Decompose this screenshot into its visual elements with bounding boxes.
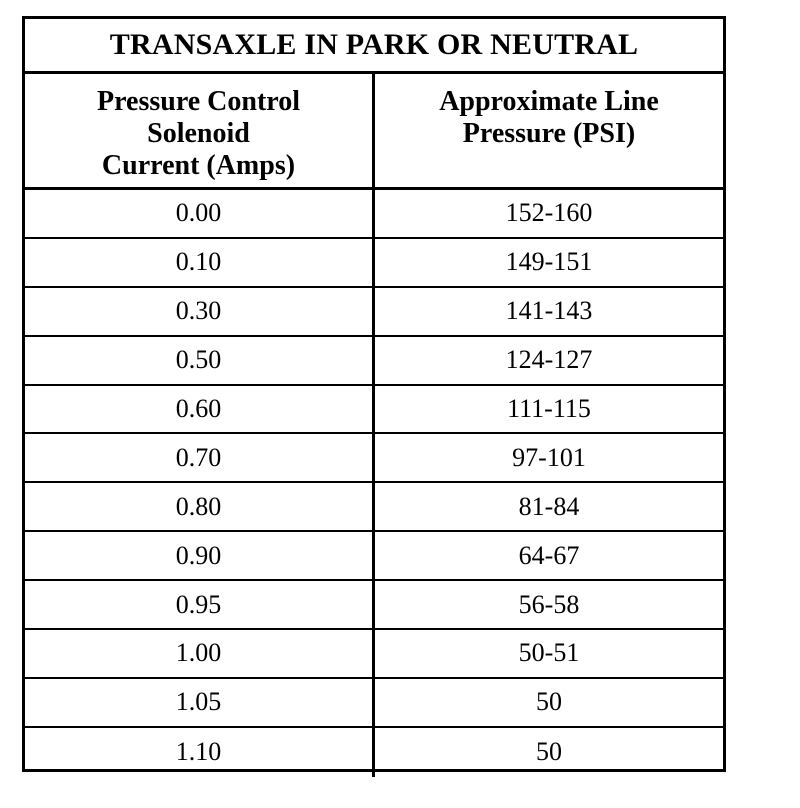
pressure-cell: 50-51 <box>518 638 580 668</box>
table-row <box>25 239 723 288</box>
pressure-table <box>22 16 726 772</box>
pressure-cell: 56-58 <box>518 589 580 619</box>
header-current: Pressure Control Solenoid Current (Amps) <box>25 74 375 187</box>
current-cell: 0.10 <box>25 239 375 286</box>
table-row <box>25 386 723 435</box>
current-cell: 0.95 <box>25 581 375 628</box>
pressure-cell: 50 <box>536 687 562 717</box>
table-row <box>25 532 723 581</box>
table-title: TRANSAXLE IN PARK OR NEUTRAL <box>25 19 723 74</box>
current-cell: 0.30 <box>25 288 375 335</box>
current-cell: 1.05 <box>25 679 375 726</box>
table-row <box>25 190 723 239</box>
current-cell: 1.10 <box>25 728 375 777</box>
pressure-cell: 111-115 <box>507 394 591 423</box>
current-cell: 0.80 <box>25 483 375 530</box>
table-row <box>25 288 723 337</box>
table-row <box>25 581 723 630</box>
table-row <box>25 630 723 679</box>
table-body <box>25 190 723 777</box>
pressure-cell: 124-127 <box>505 345 593 375</box>
table-row <box>25 434 723 483</box>
table-row <box>25 483 723 532</box>
pressure-cell: 64-67 <box>518 540 580 570</box>
pressure-cell: 141-143 <box>505 296 593 326</box>
current-cell: 0.90 <box>25 532 375 579</box>
pressure-cell: 152-160 <box>505 198 593 228</box>
current-cell: 0.50 <box>25 337 375 384</box>
pressure-cell: 149-151 <box>505 247 593 277</box>
current-cell: 0.60 <box>25 386 375 433</box>
header-pressure: Approximate Line Pressure (PSI) <box>439 86 659 149</box>
current-cell: 0.00 <box>25 190 375 237</box>
pressure-cell: 97-101 <box>512 442 586 472</box>
table-row <box>25 679 723 728</box>
current-cell: 0.70 <box>25 434 375 481</box>
pressure-cell: 50 <box>536 737 562 767</box>
table-row <box>25 728 723 777</box>
pressure-cell: 81-84 <box>518 491 580 521</box>
table-row <box>25 337 723 386</box>
header-row <box>25 74 723 190</box>
current-cell: 1.00 <box>25 630 375 677</box>
